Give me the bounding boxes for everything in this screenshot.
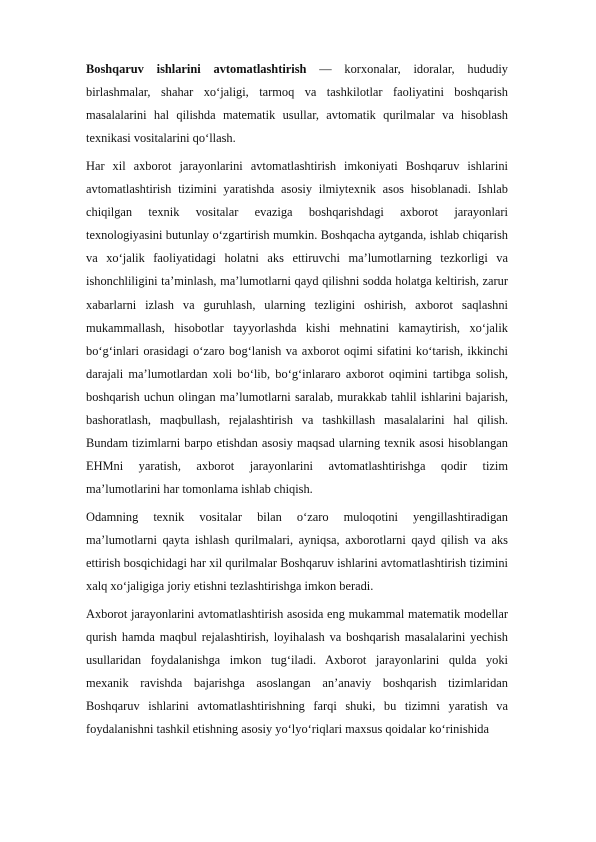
paragraph-body [86,155,508,501]
paragraph-text: Odamning texnik vositalar bilan oʻzaro muloqotini yengillashtiradigan maʼlumotlarni qayta ishlash qurilmalari, ayniqsa, axborotlarni qayd qilish va aks ettirish bosqichidagi har xil qurilmalar Boshqaruv ishlarini avtomatlashtirish tizimini xalq xoʻjaligiga joriy etishni tezlashtirishga imkon beradi. [86,509,508,594]
paragraph-body [86,603,508,742]
defined-term: Boshqaruv ishlarini avtomatlashtirish [86,62,307,76]
paragraph-text: — korxonalar, idoralar, hududiy birlashmalar, shahar xoʻjaligi, tarmoq va tashkilotlar faoliyatini boshqarish masalalarini hal qilishda matematik usullar, avtomatik qurilmalar va hisoblash texnikasi vositalarini qoʻllash. [86,62,509,146]
paragraph-body [86,506,508,598]
paragraph-definition [86,58,508,150]
paragraph-text: Har xil axborot jarayonlarini avtomatlashtirish imkoniyati Boshqaruv ishlarini avtomatlashtirish tizimini yaratishda asosiy ilmiytexnik asos hisoblanadi. Ishlab chiqilgan texnik vositalar evaziga boshqarishdagi axborot jarayonlari texnologiyasini butunlay oʻzgartirish mumkin. Boshqacha aytganda, ishlab chiqarish va xoʻjalik faoliyatidagi holatni aks ettiruvchi maʼlumotlarning tezkorligi va ishonchliligini taʼminlash, maʼlumotlarni qayd qilishni sodda holatga keltirish, zarur xabarlarni izlash va guruhlash, ularning tezligini oshirish, axborot saqlashni mukammallash, hisobotlar tayyorlashda kishi mehnatini kamaytirish, xoʻjalik boʻgʻinlari orasidagi oʻzaro bogʻlanish va axborot oqimi sifatini koʻtarish, ikkinchi darajali maʼlumotlardan xoli boʻlib, boʻgʻinlararo axborot oqimini tartibga solish, boshqarish uchun olingan maʼlumotlarni saralab, murakkab tahlil ishlarini bajarish, bashoratlash, maqbullash, rejalashtirish va tashkillash masalalarini hal qilish. Bundam tizimlarni barpo etishdan asosiy maqsad ularning texnik asosi hisoblangan EHMni yaratish, axborot jarayonlarini avtomatlashtirishga qodir tizim maʼlumotlarini har tomonlama ishlab chiqish. [86,158,508,497]
document-page [86,58,508,746]
paragraph-text: Axborot jarayonlarini avtomatlashtirish asosida eng mukammal matematik modellar qurish hamda maqbul rejalashtirish, loyihalash va boshqarish masalalarini yechish usullaridan foydalanishga imkon tugʻiladi. Axborot jarayonlarini qulda yoki mexanik ravishda bajarishga asoslangan anʼanaviy boshqarish tizimlaridan Boshqaruv ishlarini avtomatlashtirishning farqi shuki, bu tizimni yaratish va foydalanishni tashkil etishning asosiy yoʻlyoʻriqlari maxsus qoidalar koʻrinishida [86,606,508,737]
